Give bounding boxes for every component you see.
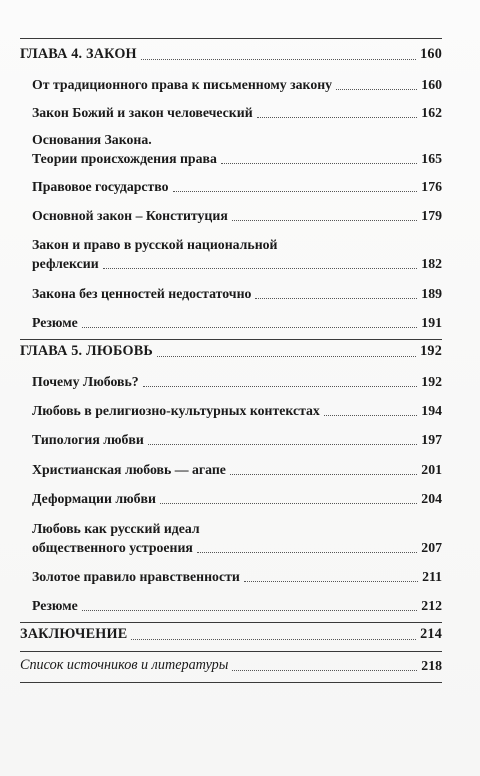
toc-chapter-4[interactable] [20, 45, 442, 64]
toc-page-number: 176 [421, 179, 442, 194]
toc-title: ГЛАВА 4. ЗАКОН [20, 46, 137, 62]
toc-title: Список источников и литературы [20, 657, 229, 673]
toc-title: Христианская любовь — агапе [32, 462, 226, 477]
toc-title: Закона без ценностей недостаточно [32, 286, 252, 301]
dot-leader [324, 414, 417, 416]
dot-leader [232, 669, 417, 671]
toc-page-number: 218 [421, 658, 442, 673]
toc-entry[interactable] [32, 206, 442, 225]
toc-page-number: 165 [421, 151, 442, 166]
toc-title-line: Любовь как русский идеал [32, 521, 200, 536]
toc-page-number: 160 [421, 77, 442, 92]
dot-leader [257, 116, 418, 118]
toc-page-number: 211 [422, 569, 442, 584]
toc-title: Резюме [32, 315, 78, 330]
dot-leader [232, 219, 418, 221]
dot-leader [173, 190, 418, 192]
toc-title: Почему Любовь? [32, 374, 139, 389]
toc-page-number: 212 [421, 598, 442, 613]
toc-entry[interactable] [32, 235, 442, 273]
top-divider [20, 38, 442, 39]
toc-title: От традиционного права к письменному закону [32, 77, 333, 92]
toc-entry[interactable] [32, 489, 442, 508]
toc-page-number: 207 [421, 540, 442, 555]
toc-entry[interactable] [32, 519, 442, 557]
toc-page-number: 162 [421, 105, 442, 120]
toc-title: Резюме [32, 598, 78, 613]
dot-leader [82, 609, 418, 611]
toc-chapter-5[interactable] [20, 342, 442, 361]
toc-page-number: 191 [421, 315, 442, 330]
dot-leader [131, 638, 416, 640]
dot-leader [141, 58, 416, 60]
toc-entry[interactable] [32, 372, 442, 391]
toc-title: Любовь в религиозно-культурных контекстах [32, 403, 320, 418]
toc-entry[interactable] [32, 103, 442, 122]
toc-title: Типология любви [32, 432, 144, 447]
toc-page-number: 182 [421, 256, 442, 271]
toc-page-number: 204 [421, 491, 442, 506]
toc-page-number: 189 [421, 286, 442, 301]
dot-leader [336, 88, 417, 90]
toc-title: Основной закон – Конституция [32, 208, 228, 223]
toc-entry[interactable] [32, 596, 442, 615]
toc-page-number: 197 [421, 432, 442, 447]
toc-page-number: 214 [420, 626, 442, 642]
dot-leader [148, 443, 417, 445]
toc-entry[interactable] [32, 401, 442, 420]
toc-page-number: 179 [421, 208, 442, 223]
dot-leader [82, 326, 418, 328]
section-divider [20, 651, 442, 652]
toc-references[interactable] [20, 656, 442, 675]
toc-title: ГЛАВА 5. ЛЮБОВЬ [20, 343, 153, 359]
toc-entry[interactable] [32, 567, 442, 586]
dot-leader [103, 267, 418, 269]
toc-entry[interactable] [32, 284, 442, 303]
toc-title-line: Основания Закона. [32, 132, 152, 147]
toc-title: Деформации любви [32, 491, 156, 506]
toc-entry[interactable] [32, 430, 442, 449]
toc-entry[interactable] [32, 460, 442, 479]
toc-title: Правовое государство [32, 179, 169, 194]
toc-title: Золотое правило нравственности [32, 569, 240, 584]
toc-entry[interactable] [32, 177, 442, 196]
toc-title: Закон Божий и закон человеческий [32, 105, 253, 120]
dot-leader [197, 551, 417, 553]
dot-leader [157, 355, 416, 357]
section-divider [20, 622, 442, 623]
dot-leader [244, 580, 418, 582]
dot-leader [255, 297, 417, 299]
toc-page-number: 201 [421, 462, 442, 477]
dot-leader [143, 385, 418, 387]
toc-page-number: 192 [421, 374, 442, 389]
toc-page-number: 194 [421, 403, 442, 418]
section-divider [20, 339, 442, 340]
toc-title: Теории происхождения права [32, 151, 217, 166]
toc-page-number: 192 [420, 343, 442, 359]
toc-entry[interactable] [32, 75, 442, 94]
toc-title: общественного устроения [32, 540, 193, 555]
dot-leader [230, 473, 417, 475]
toc-entry[interactable] [32, 313, 442, 332]
toc-entry[interactable] [32, 130, 442, 168]
bottom-divider [20, 682, 442, 683]
toc-title: рефлексии [32, 256, 99, 271]
toc-title: ЗАКЛЮЧЕНИЕ [20, 626, 128, 642]
toc-page-number: 160 [420, 46, 442, 62]
toc-title-line: Закон и право в русской национальной [32, 237, 278, 252]
dot-leader [221, 162, 417, 164]
toc-conclusion[interactable] [20, 625, 442, 644]
dot-leader [160, 502, 417, 504]
